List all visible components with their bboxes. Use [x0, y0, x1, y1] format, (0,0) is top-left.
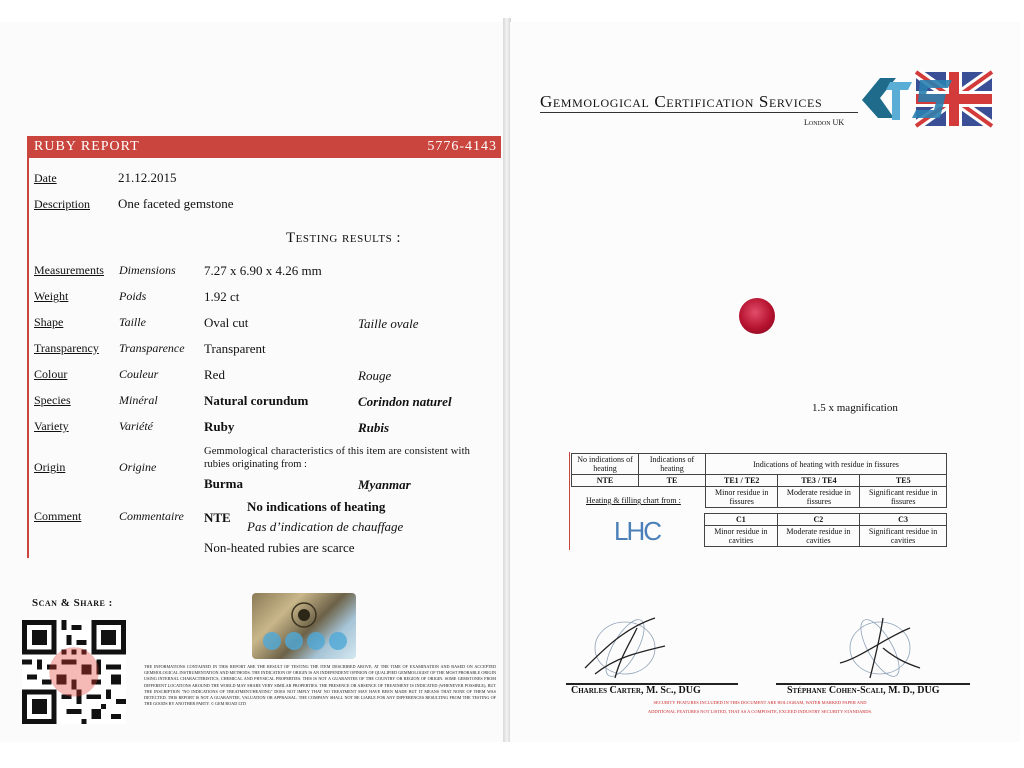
origin-label: Origin	[34, 460, 66, 474]
cell-fissure-desc: Moderate residue in fissures	[778, 487, 860, 508]
cell-cavity-head: C1	[705, 514, 778, 526]
lhc-logo-text: LHC	[614, 516, 661, 546]
row-label-fr: Couleur	[119, 367, 159, 381]
row-label-fr: Poids	[119, 289, 147, 303]
cell-fissure-head: TE3 / TE4	[778, 475, 860, 487]
gcs-union-jack-logo	[860, 70, 994, 128]
description-label: Description	[34, 197, 90, 211]
row-label: Transparency	[34, 341, 99, 355]
row-label: Variety	[34, 419, 69, 433]
description-value: One faceted gemstone	[118, 196, 234, 211]
row-value: 1.92 ct	[204, 289, 240, 304]
report-number: 5776-4143	[427, 139, 497, 154]
row-label: Species	[34, 393, 71, 407]
comment-code: NTE	[204, 510, 231, 525]
origin-note-line1: Gemmological characteristics of this item are consistent with	[204, 446, 471, 457]
comment-note: Non-heated rubies are scarce	[204, 540, 355, 555]
report-title: RUBY REPORT	[34, 139, 140, 154]
row-value: Natural corundum	[204, 393, 309, 408]
row-value: 7.27 x 6.90 x 4.26 mm	[204, 263, 322, 278]
table-red-rule	[569, 452, 570, 550]
scan-share-label: Scan & Share :	[32, 597, 113, 609]
row-label-fr: Minéral	[119, 393, 158, 407]
cell-cavity-desc: Minor residue in cavities	[705, 526, 778, 547]
comment-label: Comment	[34, 509, 82, 523]
cell-no-indications: No indications of heating	[572, 454, 639, 475]
ruby-gemstone-photo	[739, 298, 775, 334]
disclaimer-text: THE INFORMATIONS CONTAINED IN THIS REPORT ARE THE RESULT OF TESTING THE ITEM DESCRIBED ABOVE, AT THE TIME OF EXAMINATION AND BASED ON ACCEPTED GEMMOLOGICAL INSTRUMENTATION AND METHODS. THE INDICATION OF ORIGIN IS AN INDEPENDENT OPINION OF QUALIFIED GEMMOLOGIST OF THE MOST PROBABLE ORIGIN USING INTERNAL CHARACTERISTICS, CHEMICAL AND PHYSICAL PROPERTIES. THIS IS NOT A GUARANTEE OF THE COUNTRY OR REGION OF ORIGIN. SOME GEMSTONES FROM DIFFERENT LOCATIONS AROUND THE WORLD MAY SHARE VERY SIMILAR PROPERTIES. THE PRESENCE OR ABSENCE OF TREATMENT IS INDICATED (WHENEVER POSSIBLE), BUT THE INSCRIPTION "NO INDICATIONS OF TREATMENT/HEATING" DOES NOT IMPLY THAT NO TREATMENT MAY HAVE BEEN MADE BUT IT MEANS THAT NONE OF THEM WAS DETECTED. THIS REPORT IS NOT A GUARANTEE, VALUATION OR APPRAISAL. THE COMPANY SHALL NOT BE LIABLE FOR ANY DIFFERENCES RESULTING FROM THE TESTING OF THE GOODS BY ANOTHER PARTY. © GEM ROAD LTD	[144, 664, 496, 707]
origin-label-fr: Origine	[119, 460, 157, 474]
origin-value-fr: Myanmar	[358, 477, 411, 492]
comment-value-fr: Pas d’indication de chauffage	[247, 519, 404, 534]
signature-right	[825, 608, 935, 688]
row-value-fr: Rubis	[358, 420, 390, 435]
row-value: Red	[204, 367, 225, 382]
cell-residue-fissures-header: Indications of heating with residue in fissures	[706, 454, 947, 475]
cell-code-te: TE	[639, 475, 706, 487]
row-label-fr: Taille	[119, 315, 146, 329]
signatory-left: Charles Carter, M. Sc., DUG	[571, 685, 701, 696]
heating-chart-source-label: Heating & filling chart from :	[586, 496, 681, 505]
security-features-note: SECURITY FEATURES INCLUDED IN THIS DOCUMENT ARE HOLOGRAM, WATER MARKED PAPER AND ADDITIONAL FEATURES NOT LISTED, THAT AS A COMPOSITE, EXCEED INDUSTRY SECURITY STANDARDS.	[647, 700, 873, 714]
row-value: Ruby	[204, 419, 235, 434]
row-label-fr: Variété	[119, 419, 153, 433]
testing-results-heading: Testing results :	[286, 230, 402, 246]
row-label: Colour	[34, 367, 68, 381]
row-value: Transparent	[204, 341, 266, 356]
origin-note-line2: rubies originating from :	[204, 459, 307, 470]
cell-cavity-head: C3	[860, 514, 947, 526]
company-location: London UK	[804, 118, 845, 127]
signature-left	[575, 608, 685, 688]
row-label: Shape	[34, 315, 64, 329]
row-label: Weight	[34, 289, 69, 303]
comment-label-fr: Commentaire	[119, 509, 184, 523]
cell-cavity-desc: Significant residue in cavities	[860, 526, 947, 547]
row-label-fr: Dimensions	[119, 263, 176, 277]
cell-indications: Indications of heating	[639, 454, 706, 475]
date-label: Date	[34, 171, 57, 185]
cell-cavity-head: C2	[777, 514, 859, 526]
cell-fissure-desc: Significant residue in fissures	[860, 487, 947, 508]
row-value: Oval cut	[204, 315, 249, 330]
row-label: Measurements	[34, 263, 104, 277]
cavity-chart-table	[704, 513, 947, 547]
company-rule	[540, 112, 858, 113]
comment-value: No indications of heating	[247, 499, 386, 514]
lhc-logo	[612, 512, 662, 548]
row-value-fr: Taille ovale	[358, 316, 419, 331]
origin-value: Burma	[204, 476, 243, 491]
cell-code-nte: NTE	[572, 475, 639, 487]
date-value: 21.12.2015	[118, 170, 177, 185]
cell-fissure-desc: Minor residue in fissures	[706, 487, 778, 508]
row-value-fr: Rouge	[358, 368, 392, 383]
row-value-fr: Corindon naturel	[358, 394, 452, 409]
row-label-fr: Transparence	[119, 341, 185, 355]
report-header	[27, 136, 501, 158]
security-hologram	[252, 593, 356, 659]
magnification-caption: 1.5 x magnification	[812, 402, 898, 414]
cell-fissure-head: TE1 / TE2	[706, 475, 778, 487]
cell-fissure-head: TE5	[860, 475, 947, 487]
cell-cavity-desc: Moderate residue in cavities	[777, 526, 859, 547]
qr-code[interactable]	[22, 620, 126, 724]
left-red-rule	[27, 158, 29, 558]
bottom-margin	[0, 742, 1024, 768]
company-name: Gemmological Certification Services	[540, 92, 823, 111]
signatory-right: Stéphane Cohen-Scali, M. D., DUG	[787, 685, 940, 696]
